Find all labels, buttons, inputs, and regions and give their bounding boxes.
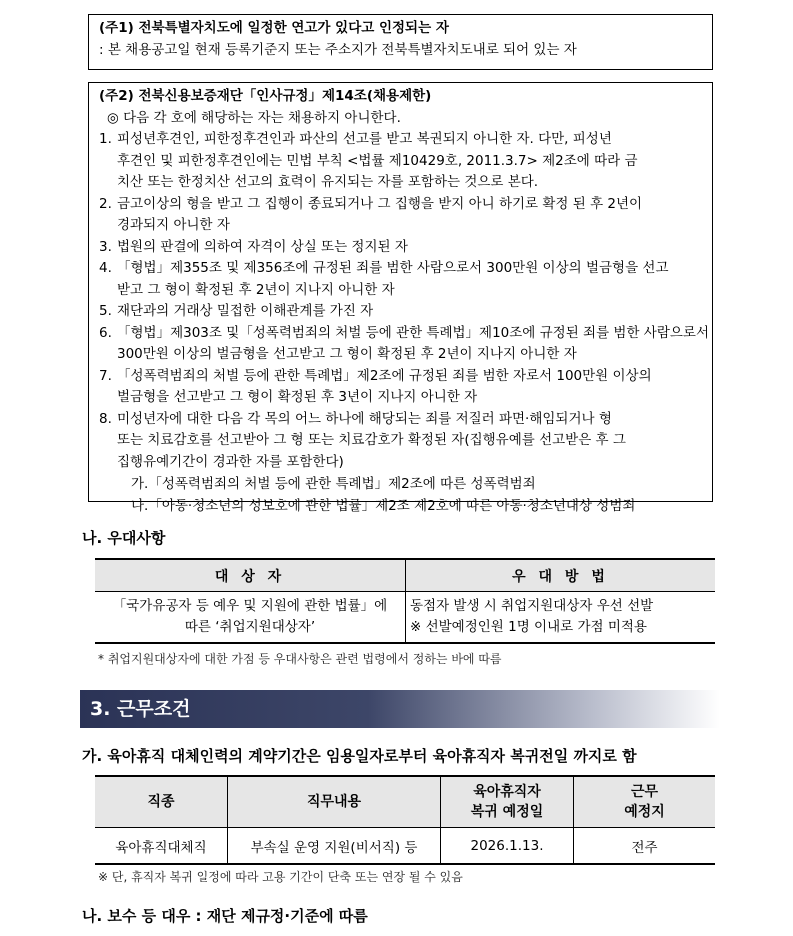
- item-line: 또는 치료감호를 선고받아 그 형 또는 치료감호가 확정된 자(집행유예를 선고받은 후 그: [117, 432, 626, 448]
- header-line: 육아휴직자: [473, 784, 541, 800]
- item-line: 경과되지 아니한 자: [117, 217, 230, 233]
- target-cell: [95, 592, 406, 644]
- target-line: 따른 ‘취업지원대상자’: [184, 619, 316, 635]
- section3-title: 3. 근무조건: [80, 690, 720, 728]
- header-return-date: [441, 776, 574, 828]
- item-line: 「형법」제355조 및 제356조에 규정된 죄를 범한 사람으로서 300만원 이상의 벌금형을 선고: [117, 260, 669, 276]
- subitem-ga: 가.「성폭력범죄의 처벌 등에 관한 특례법」제2조에 따른 성폭력범죄: [131, 476, 536, 492]
- subitem-na: 나.「아동·청소년의 성보호에 관한 법률」제2조 제2호에 따른 아동·청소년대상 성범죄: [131, 498, 636, 514]
- cell-location: 전주: [574, 828, 716, 865]
- work-table: [95, 775, 715, 865]
- note2-box: [88, 82, 713, 514]
- item-line: 집행유예기간이 경과한 자를 포함한다): [117, 453, 344, 470]
- restriction-item: [99, 323, 710, 366]
- method-line: ※ 선발예정인원 1명 이내로 가점 미적용: [410, 619, 647, 635]
- item-number: 6.: [99, 324, 112, 341]
- note1-body: : 본 채용공고일 현재 등록기준지 또는 주소지가 전북특별자치도내로 되어 있는 자: [99, 42, 577, 58]
- section3-subtitle: 가. 육아휴직 대체인력의 계약기간은 임용일자로부터 육아휴직자 복귀전일 까지로 함: [82, 747, 637, 765]
- cell-job: 육아휴직대체직: [95, 828, 228, 865]
- note2-intro: ◎ 다음 각 호에 해당하는 자는 채용하지 아니한다.: [107, 110, 401, 126]
- item-line: 「성폭력범죄의 처벌 등에 관한 특례법」제2조에 규정된 죄를 범한 자로서 100만원 이상의: [117, 367, 652, 384]
- restriction-item: [99, 366, 702, 409]
- header-location: [574, 776, 716, 828]
- header-method: 우 대 방 법: [406, 559, 716, 592]
- restriction-item: [99, 129, 702, 194]
- item-line: 받고 그 형이 확정된 후 2년이 지나지 아니한 자: [117, 281, 395, 298]
- cell-return-date: 2026.1.13.: [441, 828, 574, 865]
- item-line: 후견인 및 피한정후견인에는 민법 부칙 <법률 제10429호, 2011.3.7> 제2조에 따라 금: [117, 152, 638, 169]
- restriction-item: [99, 301, 702, 323]
- item-number: 2.: [99, 195, 112, 212]
- pay-title: 나. 보수 등 대우 : 재단 제규정·기준에 따름: [82, 907, 368, 925]
- cell-duty: 부속실 운영 지원(비서직) 등: [228, 828, 441, 865]
- header-line: 근무: [630, 784, 659, 800]
- item-line: 미성년자에 대한 다음 각 목의 어느 하나에 해당되는 죄를 저질러 파면·해임되거나 형: [117, 410, 612, 427]
- header-line: 예정지: [624, 804, 665, 820]
- item-line: 「형법」제303조 및「성폭력범죄의 처벌 등에 관한 특례법」제10조에 규정된 죄를 범한 사람으로서: [117, 324, 710, 341]
- section3-footnote: ※ 단, 휴직자 복귀 일정에 따라 고용 기간이 단축 또는 연장 될 수 있음: [98, 870, 463, 884]
- target-line: 「국가유공자 등 예우 및 지원에 관한 법률」에: [112, 598, 388, 614]
- item-number: 7.: [99, 367, 112, 384]
- item-number: 4.: [99, 260, 112, 276]
- method-line: 동점자 발생 시 취업지원대상자 우선 선발: [410, 598, 654, 614]
- restriction-item: [99, 194, 702, 237]
- item-line: 치산 또는 한정치산 선고의 효력이 유지되는 자를 포함하는 것으로 본다.: [117, 174, 539, 190]
- restriction-item: [99, 409, 702, 474]
- item-line: 피성년후견인, 피한정후견인과 파산의 선고를 받고 복권되지 아니한 자. 다만, 피성년: [117, 131, 612, 147]
- item-number: 1.: [99, 131, 112, 147]
- note1-box: [88, 14, 713, 70]
- note2-heading: (주2) 전북신용보증재단「인사규정」제14조(채용제한): [99, 88, 432, 104]
- header-line: 복귀 예정일: [470, 804, 544, 820]
- preference-table: [95, 558, 715, 644]
- item-number: 8.: [99, 410, 112, 427]
- item-line: 금고이상의 형을 받고 그 집행이 종료되거나 그 집행을 받지 아니 하기로 확정 된 후 2년이: [117, 195, 643, 212]
- preference-footnote: * 취업지원대상자에 대한 가점 등 우대사항은 관련 법령에서 정하는 바에 따름: [98, 652, 502, 666]
- item-line: 재단과의 거래상 밀접한 이해관계를 가진 자: [117, 303, 374, 319]
- method-cell: [406, 592, 716, 644]
- note1-heading: (주1) 전북특별자치도에 일정한 연고가 있다고 인정되는 자: [99, 20, 449, 36]
- header-target: 대 상 자: [95, 559, 406, 592]
- restriction-item: [99, 258, 702, 301]
- restriction-list: [99, 129, 710, 473]
- item-line: 법원의 판결에 의하여 자격이 상실 또는 정지된 자: [117, 238, 408, 255]
- header-job: 직종: [95, 776, 228, 828]
- item-number: 3.: [99, 238, 112, 255]
- item-line: 벌금형을 선고받고 그 형이 확정된 후 3년이 지나지 아니한 자: [117, 389, 478, 405]
- header-duty: 직무내용: [228, 776, 441, 828]
- preference-title: 나. 우대사항: [82, 529, 166, 547]
- restriction-item: [99, 237, 702, 259]
- item-line: 300만원 이상의 벌금형을 선고받고 그 형이 확정된 후 2년이 지나지 아니한 자: [117, 346, 577, 362]
- item-number: 5.: [99, 303, 112, 319]
